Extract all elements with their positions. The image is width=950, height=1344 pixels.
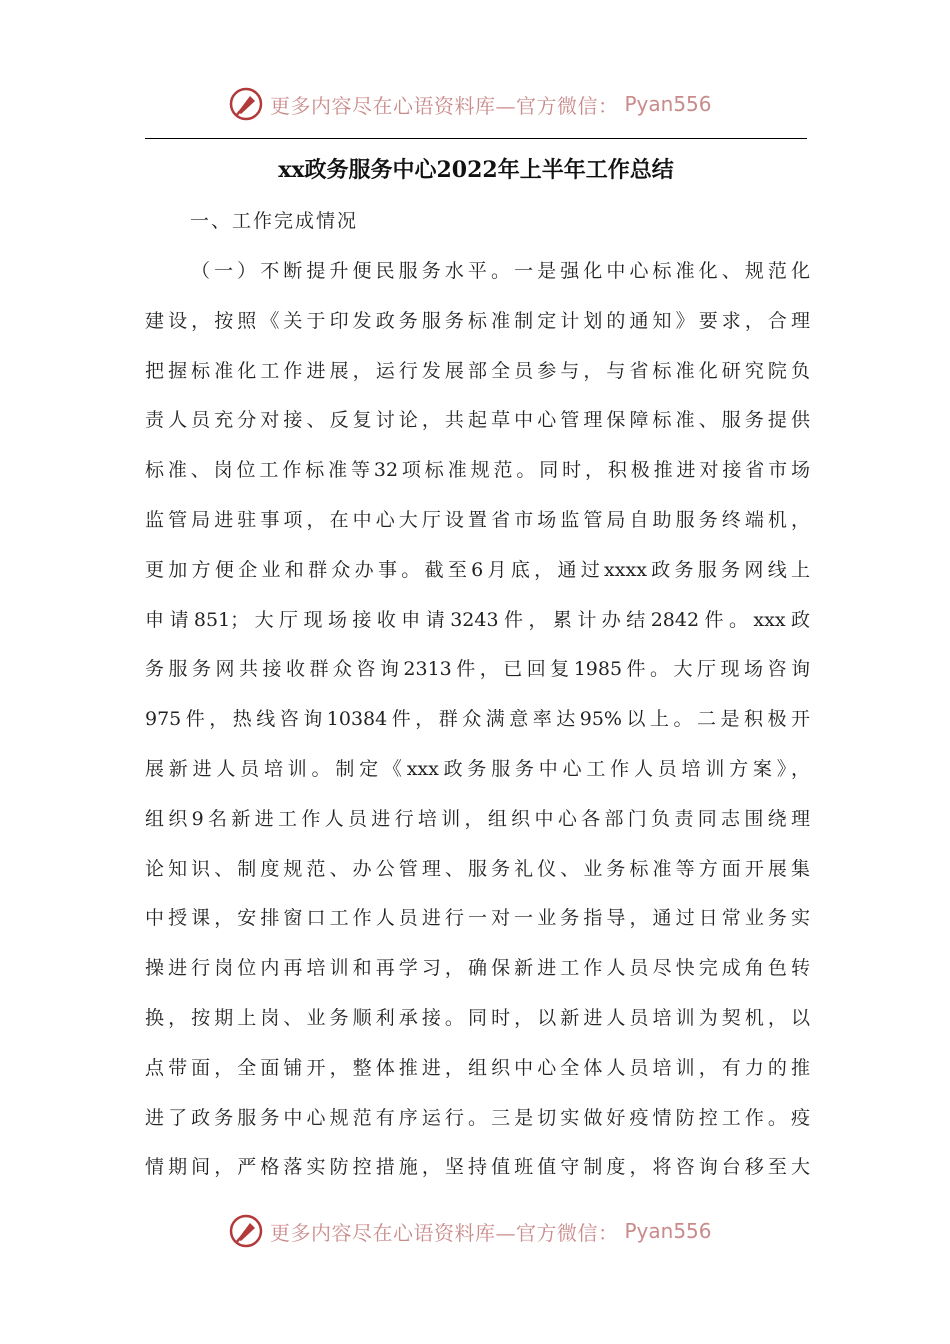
body-line: 操进行岗位内再培训和再学习，确保新进工作人员尽快完成角色转 <box>145 957 810 980</box>
body-line: 中授课，安排窗口工作人员进行一对一业务指导，通过日常业务实 <box>145 907 810 930</box>
watermark-cn-text: 更多内容尽在心语资料库—官方微信： <box>270 93 619 118</box>
body-line: 进了政务服务中心规范有序运行。三是切实做好疫情防控工作。疫 <box>145 1106 810 1129</box>
watermark-cn-text: 更多内容尽在心语资料库—官方微信： <box>270 1220 619 1245</box>
body-line: 监管局进驻事项，在中心大厅设置省市场监管局自助服务终端机， <box>145 508 810 531</box>
watermark-header <box>228 84 712 124</box>
header-divider <box>145 138 807 139</box>
watermark-footer <box>228 1211 712 1251</box>
body-line: 更加方便企业和群众办事。截至6月底，通过xxxx政务服务网线上 <box>145 558 810 581</box>
body-line: 责人员充分对接、反复讨论，共起草中心管理保障标准、服务提供 <box>145 409 810 432</box>
body-line: 975件，热线咨询10384件，群众满意率达95%以上。二是积极开 <box>145 708 810 731</box>
pen-nib-icon <box>228 86 264 122</box>
body-line: 组织9名新进工作人员进行培训，组织中心各部门负责同志围绕理 <box>145 807 810 830</box>
body-line: 把握标准化工作进展，运行发展部全员参与，与省标准化研究院负 <box>145 359 810 382</box>
watermark-latin-text: Pyan556 <box>624 92 712 116</box>
body-text <box>145 253 810 1199</box>
body-line: 情期间，严格落实防控措施，坚持值班值守制度，将咨询台移至大 <box>145 1156 810 1179</box>
body-line: 展新进人员培训。制定《xxx政务服务中心工作人员培训方案》， <box>145 757 810 780</box>
body-line: 点带面，全面铺开，整体推进，组织中心全体人员培训，有力的推 <box>145 1056 810 1079</box>
body-line: 务服务网共接收群众咨询2313件，已回复1985件。大厅现场咨询 <box>145 658 810 681</box>
body-line: 论知识、制度规范、办公管理、服务礼仪、业务标准等方面开展集 <box>145 857 810 880</box>
document-title: xx政务服务中心2022年上半年工作总结 <box>278 157 674 183</box>
section-heading: 一、工作完成情况 <box>190 210 359 232</box>
pen-nib-icon <box>228 1213 264 1249</box>
watermark-latin-text: Pyan556 <box>624 1219 712 1243</box>
body-line: 建设，按照《关于印发政务服务标准制定计划的通知》要求，合理 <box>145 309 810 332</box>
body-line: 换，按期上岗、业务顺利承接。同时，以新进人员培训为契机，以 <box>145 1006 810 1029</box>
body-line: 标准、岗位工作标准等32项标准规范。同时，积极推进对接省市场 <box>145 459 810 482</box>
body-line: （一）不断提升便民服务水平。一是强化中心标准化、规范化 <box>191 260 810 282</box>
body-line: 申请851；大厅现场接收申请3243件，累计办结2842件。xxx政 <box>145 608 810 631</box>
